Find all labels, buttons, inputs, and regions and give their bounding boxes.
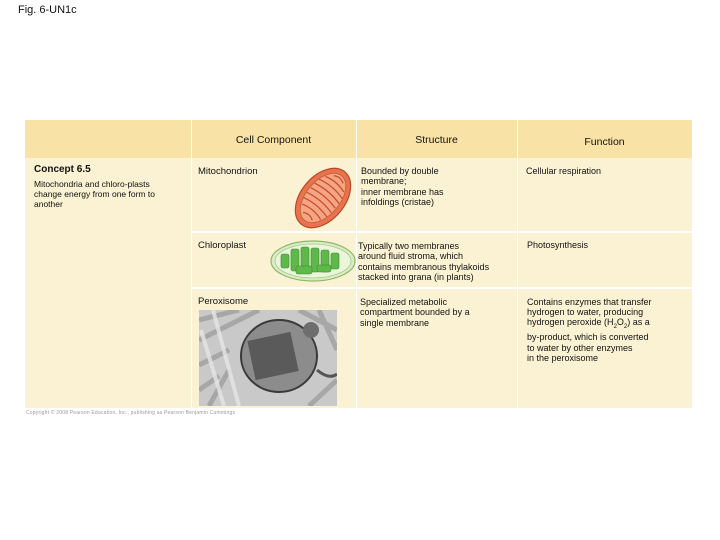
summary-table (25, 120, 692, 408)
column-divider (191, 120, 192, 408)
chloroplast-image (269, 238, 357, 284)
peroxisome-micrograph (199, 310, 337, 406)
component-peroxisome: Peroxisome (198, 296, 249, 307)
concept-title: Concept 6.5 (34, 164, 91, 175)
function-chloroplast: Photosynthesis (527, 240, 589, 250)
copyright-notice: Copyright © 2008 Pearson Education, Inc., publishing as Pearson Benjamin Cummings (26, 410, 236, 416)
structure-peroxisome: Specialized metabolic compartment bounded by a single membrane (360, 297, 470, 328)
component-mitochondrion: Mitochondrion (198, 166, 258, 177)
header-cell-component: Cell Component (235, 134, 312, 146)
function-mitochondrion: Cellular respiration (526, 166, 602, 176)
structure-mitochondrion: Bounded by double membrane; inner membrane has infoldings (cristae) (361, 166, 444, 208)
column-divider (517, 120, 518, 408)
mitochondrion-image (287, 162, 359, 234)
row-divider (191, 231, 692, 233)
structure-chloroplast: Typically two membranes around fluid stroma, which contains membranous thylakoids stacked into grana (in plants) (358, 241, 490, 283)
header-structure: Structure (415, 134, 458, 146)
component-chloroplast: Chloroplast (198, 240, 247, 251)
concept-description: Mitochondria and chloro-plasts change energy from one form to another (34, 179, 155, 209)
row-divider (191, 287, 692, 289)
function-peroxisome: Contains enzymes that transfer hydrogen to water, producing hydrogen peroxide $(H_2O_2)$ as a by-product, which is converted to water by other enzymes in the peroxisome (527, 297, 652, 363)
header-function: Function (584, 136, 625, 148)
figure-label: Fig. 6-UN1c (18, 4, 77, 16)
